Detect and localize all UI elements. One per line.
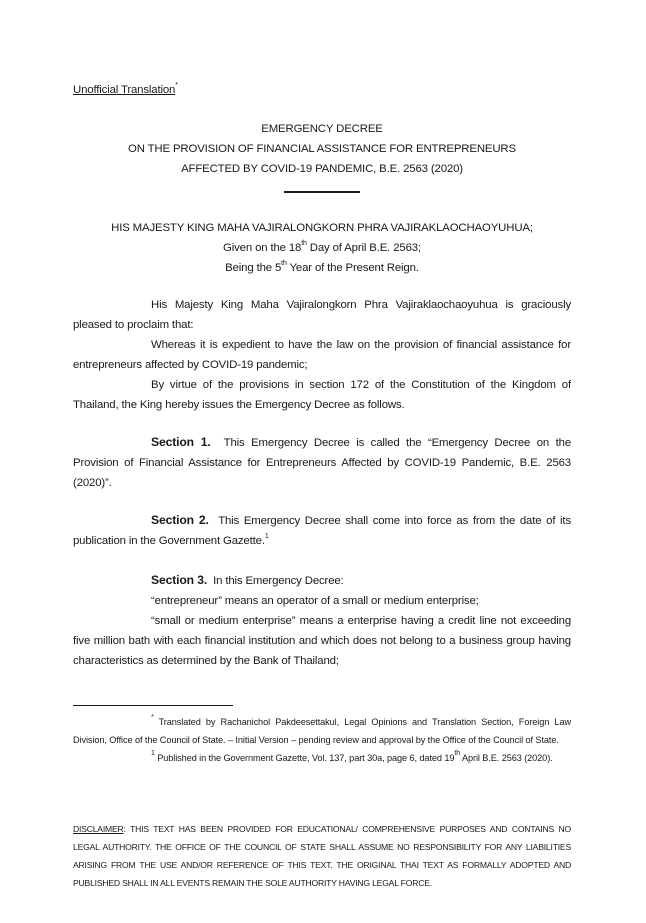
definition-entrepreneur: “entrepreneur” means an operator of a small or medium enterprise;	[151, 595, 479, 607]
footnote-divider	[73, 705, 233, 706]
section-1-heading: Section 1.	[151, 435, 211, 449]
section-3-text: In this Emergency Decree:	[213, 575, 344, 587]
preamble	[73, 295, 571, 415]
footnote-1-text: Translated by Rachanichol Pakdeesettakul, Legal Opinions and Translation Section, Foreign Law Division, Office of the Council of State. – Initial Version – pending review and approval by the Office of the Council of State.	[73, 717, 571, 745]
footnote-2-mark: 1	[151, 750, 155, 757]
being-line: Being the 5th Year of the Present Reign.	[225, 260, 419, 274]
footnote-2: $^1$ Published in the Government Gazette, Vol. 137, part 30a, page 6, dated 19th April B.E. 2563 (2020).	[151, 750, 553, 763]
footnotes	[73, 713, 571, 767]
section-2	[73, 510, 571, 551]
section-3	[73, 570, 571, 671]
royal-line-1: HIS MAJESTY KING MAHA VAJIRALONGKORN PHRA VAJIRAKLAOCHAOYUHUA;	[111, 222, 533, 234]
section-2-heading: Section 2.	[151, 513, 209, 527]
footnote-1-mark: *	[151, 714, 154, 721]
decree-title	[73, 119, 571, 179]
section-2-text: This Emergency Decree shall come into force as from the date of its publication in the Government Gazette.	[73, 515, 571, 547]
footnote-ref-1: 1	[264, 533, 269, 540]
preamble-paragraph-1: His Majesty King Maha Vajiralongkorn Phra Vajiraklaochaoyuhua is graciously pleased to proclaim that:	[73, 299, 571, 331]
footnote-1	[73, 713, 571, 749]
translation-header	[73, 80, 373, 100]
title-line-3: AFFECTED BY COVID-19 PANDEMIC, B.E. 2563 (2020)	[181, 163, 463, 175]
disclaimer-label: DISCLAIMER	[73, 824, 124, 834]
translation-mark: *	[175, 82, 178, 89]
definition-sme: “small or medium enterprise” means a enterprise having a credit line not exceeding five million bath with each financial institution and which does not belong to a business group having characteristics as determined by the Bank of Thailand;	[73, 615, 571, 667]
preamble-paragraph-3: By virtue of the provisions in section 172 of the Constitution of the Kingdom of Thailand, the King hereby issues the Emergency Decree as follows.	[73, 379, 571, 411]
preamble-paragraph-2: Whereas it is expedient to have the law on the provision of financial assistance for entrepreneurs affected by COVID-19 pandemic;	[73, 339, 571, 371]
disclaimer	[73, 820, 571, 892]
section-1	[73, 432, 571, 493]
section-3-intro	[73, 570, 571, 591]
royal-block	[73, 218, 571, 278]
title-line-2: ON THE PROVISION OF FINANCIAL ASSISTANCE FOR ENTREPRENEURS	[128, 143, 516, 155]
disclaimer-text: : THIS TEXT HAS BEEN PROVIDED FOR EDUCATIONAL/ COMPREHENSIVE PURPOSES AND CONTAINS NO LEGAL AUTHORITY. THE OFFICE OF THE COUNCIL OF STATE SHALL ASSUME NO RESPONSIBILITY FOR ANY LIABILITIES ARISING FROM THE USE AND/OR REFERENCE OF THIS TEXT. THE ORIGINAL THAI TEXT AS FORMALLY ADOPTED AND PUBLISHED SHALL IN ALL EVENTS REMAIN THE SOLE AUTHORITY HAVING LEGAL FORCE.	[73, 824, 571, 888]
given-line: Given on the 18th Day of April B.E. 2563;	[223, 240, 421, 254]
title-divider	[284, 191, 360, 193]
section-3-heading: Section 3.	[151, 573, 208, 587]
section-1-text: This Emergency Decree is called the “Emergency Decree on the Provision of Financial Assistance for Entrepreneurs Affected by COVID-19 Pandemic, B.E. 2563 (2020)”.	[73, 437, 572, 489]
title-line-1: EMERGENCY DECREE	[261, 123, 383, 135]
translation-label: Unofficial Translation	[73, 84, 176, 96]
